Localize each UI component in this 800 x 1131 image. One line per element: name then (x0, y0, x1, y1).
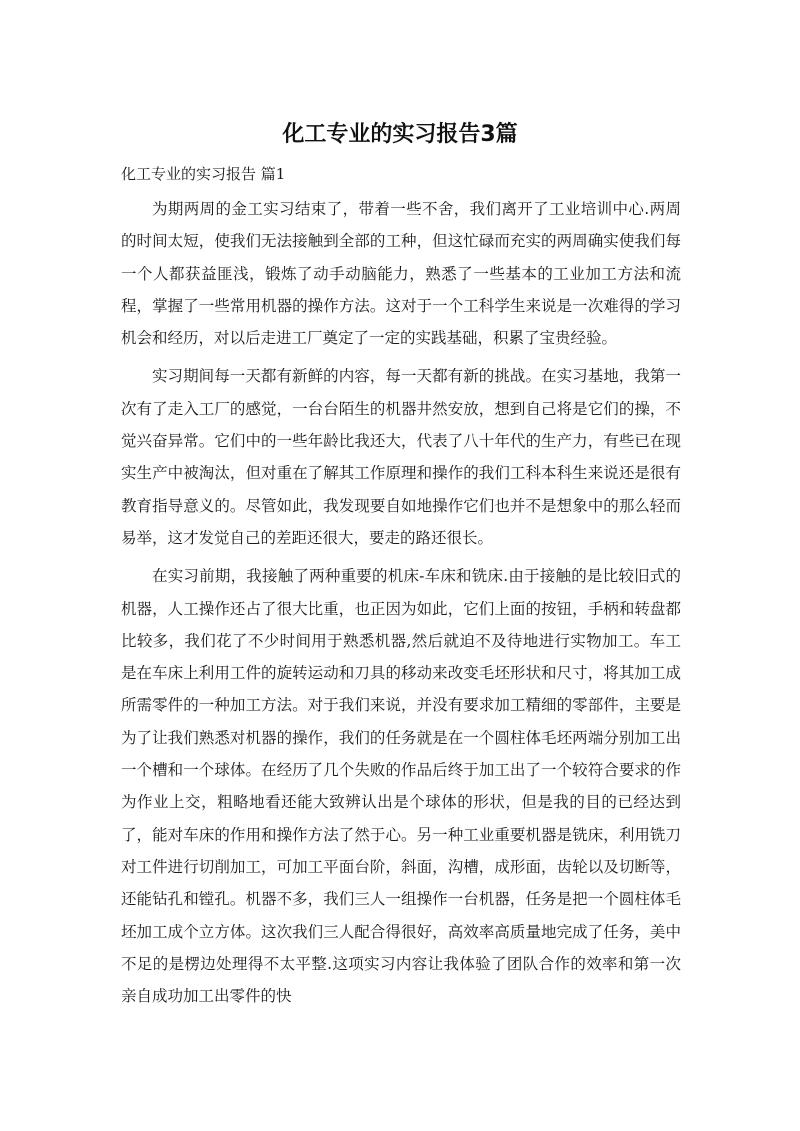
paragraph-3: 在实习前期，我接触了两种重要的机床-车床和铣床.由于接触的是比较旧式的机器，人工操作还占了很大比重，也正因为如此，它们上面的按钮，手柄和转盘都比较多，我们花了不少时间用于熟悉机器,然后就迫不及待地进行实物加工。车工是在车床上利用工件的旋转运动和刀具的移动来改变毛坯形状和尺寸，将其加工成所需零件的一种加工方法。对于我们来说，并没有要求加工精细的零部件，主要是为了让我们熟悉对机器的操作，我们的任务就是在一个圆柱体毛坯两端分别加工出一个槽和一个球体。在经历了几个失败的作品后终于加工出了一个较符合要求的作为作业上交，粗略地看还能大致辨认出是个球体的形状，但是我的目的已经达到了，能对车床的作用和操作方法了然于心。另一种工业重要机器是铣床，利用铣刀对工件进行切削加工，可加工平面台阶，斜面，沟槽，成形面，齿轮以及切断等，还能钻孔和镗孔。机器不多，我们三人一组操作一台机器，任务是把一个圆柱体毛坯加工成个立方体。这次我们三人配合得很好，高效率高质量地完成了任务，美中不足的是楞边处理得不太平整.这项实习内容让我体验了团队合作的效率和第一次亲自成功加工出零件的快 (121, 567, 681, 1006)
document-body (121, 193, 681, 1018)
section-heading: 化工专业的实习报告 篇1 (121, 165, 286, 183)
paragraph-2: 实习期间每一天都有新鲜的内容，每一天都有新的挑战。在实习基地，我第一次有了走入工厂的感觉，一台台陌生的机器井然安放，想到自己将是它们的操，不觉兴奋异常。它们中的一些年龄比我还大，代表了八十年代的生产力，有些已在现实生产中被淘汰，但对重在了解其工作原理和操作的我们工科本科生来说还是很有教育指导意义的。尽管如此，我发现要自如地操作它们也并不是想象中的那么轻而易举，这才发觉自己的差距还很大，要走的路还很长。 (121, 367, 681, 547)
document-title: 化工专业的实习报告3篇 (282, 122, 518, 147)
paragraph-1: 为期两周的金工实习结束了，带着一些不舍，我们离开了工业培训中心.两周的时间太短，使我们无法接触到全部的工种，但这忙碌而充实的两周确实使我们每一个人都获益匪浅，锻炼了动手动脑能力，熟悉了一些基本的工业加工方法和流程，掌握了一些常用机器的操作方法。这对于一个工科学生来说是一次难得的学习机会和经历，对以后走进工厂奠定了一定的实践基础，积累了宝贵经验。 (121, 200, 681, 348)
